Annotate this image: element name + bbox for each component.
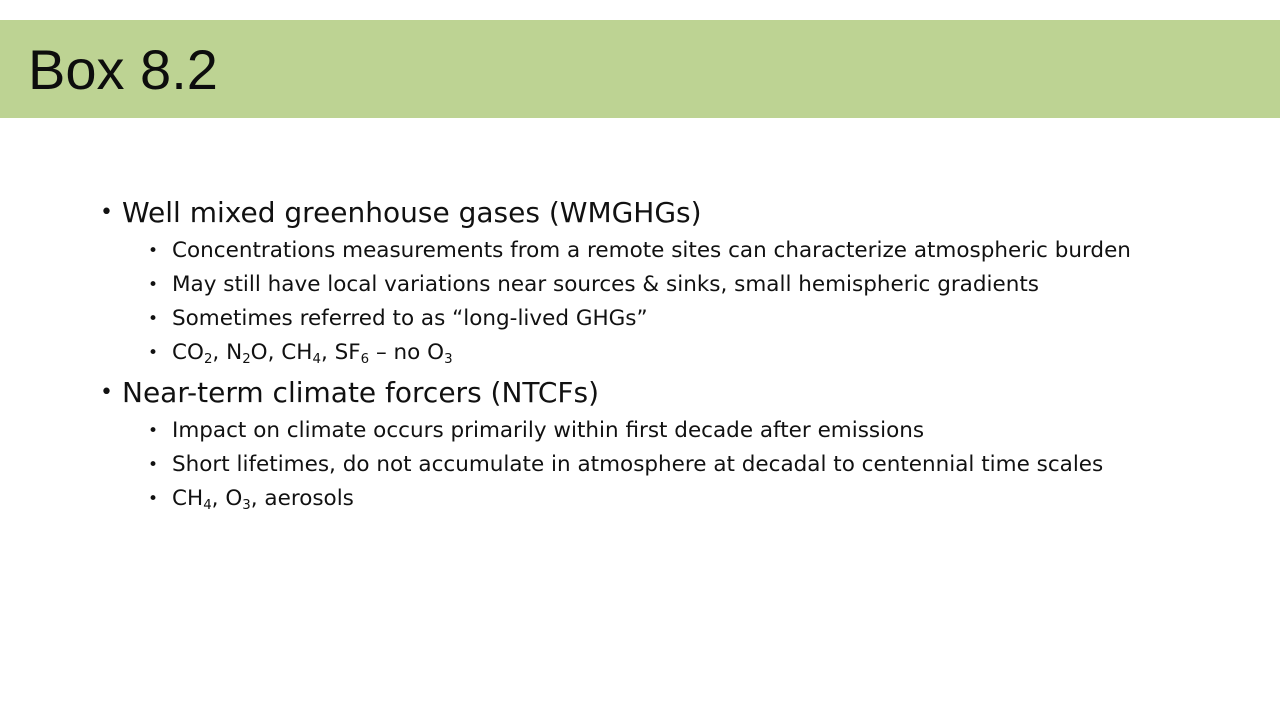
section-wmghgs [100,193,1220,232]
bullet-icon: • [148,343,159,363]
bullet-icon: • [148,241,159,261]
formula-text: $CO_2$, $N_2O$, $CH_4$, $SF_6$ – no $O_3$ [172,340,453,367]
list-item-text: Sometimes referred to as “long-lived GHGs” [172,306,648,331]
bullet-icon: • [148,309,159,329]
sub-list-ntcfs [100,417,1220,513]
list-item [148,417,1132,445]
bullet-icon: • [148,275,159,295]
slide-content [100,193,1220,519]
bullet-icon: • [100,380,113,405]
slide-title: Box 8.2 [28,38,218,101]
list-item-text: Short lifetimes, do not accumulate in atmosphere at decadal to centennial time scales [172,452,1104,477]
bullet-icon: • [100,200,113,225]
list-item [148,451,1132,479]
list-item-text: Concentrations measurements from a remote sites can characterize atmospheric burden [172,238,1131,263]
bullet-icon: • [148,455,159,475]
list-item-text: Impact on climate occurs primarily within first decade after emissions [172,418,925,443]
list-item [148,305,1132,333]
formula-text: $CH_4$, $O_3$, aerosols [172,486,354,513]
list-item-formula [148,485,1132,513]
bullet-icon: • [148,489,159,509]
list-item [148,271,1132,299]
bullet-icon: • [148,421,159,441]
section-heading: Near-term climate forcers (NTCFs) [122,376,600,409]
section-heading: Well mixed greenhouse gases (WMGHGs) [122,196,702,229]
list-item [148,237,1132,265]
section-ntcfs [100,373,1220,412]
list-item-text: May still have local variations near sources & sinks, small hemispheric gradients [172,272,1039,297]
sub-list-wmghgs [100,237,1220,367]
list-item-formula [148,339,1132,367]
